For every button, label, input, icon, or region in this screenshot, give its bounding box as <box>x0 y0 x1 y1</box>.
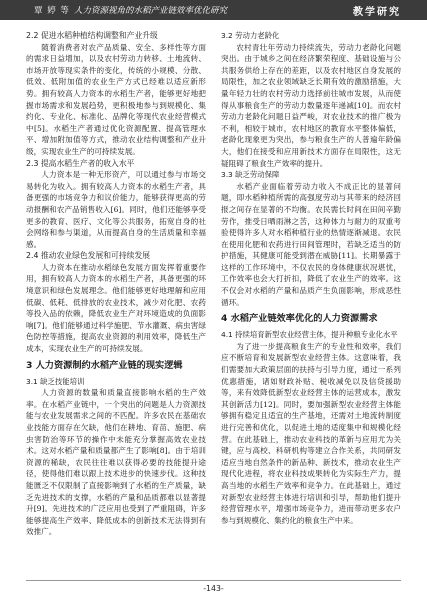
page-number: -143- <box>203 584 224 593</box>
heading-3-2: 3.2 劳动力老龄化 <box>221 31 280 40</box>
paragraph-3-1: 人力资源的数量和质量直接影响水稻的生产效率。在水稻产业链中，一个突出的问题是人力资源技能与农业发展需求之间的不匹配。许多农民在基础农业技能方面存在欠缺，他们在耕地、育苗、施肥、病虫害防治等环节的操作中未能充分掌握高效农业技术。这对水稻产量和质量都产生了影响[8]。由于培训资源的稀缺，农民往往难以获得必要的技能提升途径，使得他们难以跟上技术进步的快速步伐。这种技能匮乏不仅限制了直接影响到了水稻的生产质量，缺乏先进技术的支撑，水稻的产量和品质都难以显著提升[9]。先进技术的广泛应用也受到了严重阻碍，许多能够提高生产效率、降低成本的创新技术无法得到有效推广。 <box>26 388 206 537</box>
heading-2-3: 2.3 提高水稻生产者的收入水平 <box>26 158 135 168</box>
header-author: 覃 婷 等 <box>34 6 70 16</box>
header-section: 教学研究 <box>353 7 401 18</box>
paragraph-4-1: 为了进一步提高粮食生产的专业性和效率，我们应不断培育和发展新型农业经营主体。这意味着，我们需要加大政策层面的扶持与引导力度，通过一系列优惠措施，诸如财政补贴、税收减免以及信贷援助等，来有效降低新型农业经营主体的运营成本，激发其创新活力[12]。同时，要加强新型农业经营主体能够拥有稳定且适宜的生产基地，还需对土地流转制度进行完善和优化，以促进土地的适度集中和规模化经营。在此基础上，推动农业科技的革新与应用尤为关键，应与高校、科研机构等建立合作关系，共同研发适应当地自然条件的新品种、新技术，推动农业生产现代化进程，将农业科技成果转化为实际生产力，提高当地的水稻生产效率和竞争力。在此基础上，通过对新型农业经营主体进行培训和引导，帮助他们提升经营管理水平，增强市场竞争力，进而带动更多农户参与到规模化、集约化的粮食生产中来。 <box>221 341 401 525</box>
heading-3: 3 人力资源制约水稻产业链的现实逻辑 <box>26 359 183 371</box>
heading-3-1: 3.1 缺乏技能培训 <box>26 376 85 386</box>
paragraph-2-4: 人力资本在推动水稻绿色发展方面发挥着重要作用，拥有较高人力资本的水稻生产者，具备更强的环境意识和绿色发展理念。他们能够更好地理解和应用低碳、低耗、低排放的农业技术，减少对化肥、农药等投入品的依赖，降低农业生产对环境造成的负面影响[7]。他们能够通过科学施肥、节水灌溉、病虫害绿色防控等措施，提高农业资源的利用效率，降低生产成本，实现农业生产的可持续发展。 <box>26 262 206 354</box>
paragraph-2-3: 人力资本是一种无形资产，可以通过参与市场交易转化为收入。拥有较高人力资本的水稻生产者，具备更强的市场竞争力和议价能力，能够获得更高的劳动报酬和农产品销售收入[6]。同时，他们还能够享受更多的教育、医疗、文化等公共服务，拓宽自身的社会网络和参与渠道，从而提高自身的生活质量和幸福感。 <box>26 170 206 249</box>
paragraph-3-3: 水稻产业面临着劳动力收入不成正比的显著问题，即水稻种植所需的高强度劳动与其带来的经济回报之间存在显著的不均衡。农民需长时间在田间辛勤劳作，推受日晒雨淋之苦，这种体力与耐力的双重考验使得许多人对水稻种植行业的热情逐渐减退。农民在使用化肥和农药进行田间管理时，若缺乏适当的防护措施，其健康可能受到潜在威胁[11]。长期暴露于这样的工作环境中，不仅农民的身体健康状况堪忧，工作效率也会大打折扣，降低了农业生产的效率。这不仅会对水稻的产量和品质产生负面影响，形成恶性循环。 <box>221 181 401 307</box>
heading-4: 4 水稻产业链效率优化的人力资源需求 <box>221 313 378 325</box>
header-title: 人力资源视角的水稻产业链效率优化研究 <box>74 6 228 16</box>
paragraph-3-2: 农村青壮年劳动力持续流失，劳动力老龄化问题突出。由于城乡之间在经济繁荣程度、基础设施与公共服务供给上存在的差距，以及农村地区自身发展的局限性，加之农业领域缺乏长期有效的激励措施，大量年轻力壮的农村劳动力选择前往城市发展，从而使得从事粮食生产的劳动力数量逐年递减[10]。而农村劳动力老龄化问题日益严峻，对农业技术的推广极为不利，相较于城市，农村地区的教育水平整体偏低，老龄化现象更为突出，参与粮食生产的人普遍年龄偏大，他们在接受和应用新技术方面存在局限性，这无疑阻碍了粮食生产效率的提升。 <box>221 42 401 168</box>
heading-4-1: 4.1 持续培育新型农业经营主体，提升种粮专业化水平 <box>221 330 398 340</box>
left-column <box>26 30 206 538</box>
footer-rule <box>26 580 401 581</box>
right-column <box>221 30 401 526</box>
heading-2-2: 2.2 促进水稻种植结构调整和产业升级 <box>26 31 158 40</box>
heading-3-3: 3.3 缺乏劳动保障 <box>221 170 280 180</box>
heading-2-4: 2.4 推动农业绿色发展和可持续发展 <box>26 251 151 261</box>
paragraph-2-2: 随着消费者对农产品质量、安全、多样性等方面的需求日益增加，以及农村劳动力转移、土地流转、市场开放等现实条件的变化，传统的小规模、分散、低效、低附加值的农业生产方式已经难以适应新形势。拥有较高人力资本的水稻生产者，能够更好地把握市场需求和发展趋势，更积极地参与到规模化、集约化、专业化、标准化、品牌化等现代农业经营模式中[5]。水稻生产者通过优化资源配置、提高管理水平、增加附加值等方式，推动农业结构调整和产业升级，实现农业生产的可持续发展。 <box>26 42 206 156</box>
page-header <box>0 0 427 20</box>
